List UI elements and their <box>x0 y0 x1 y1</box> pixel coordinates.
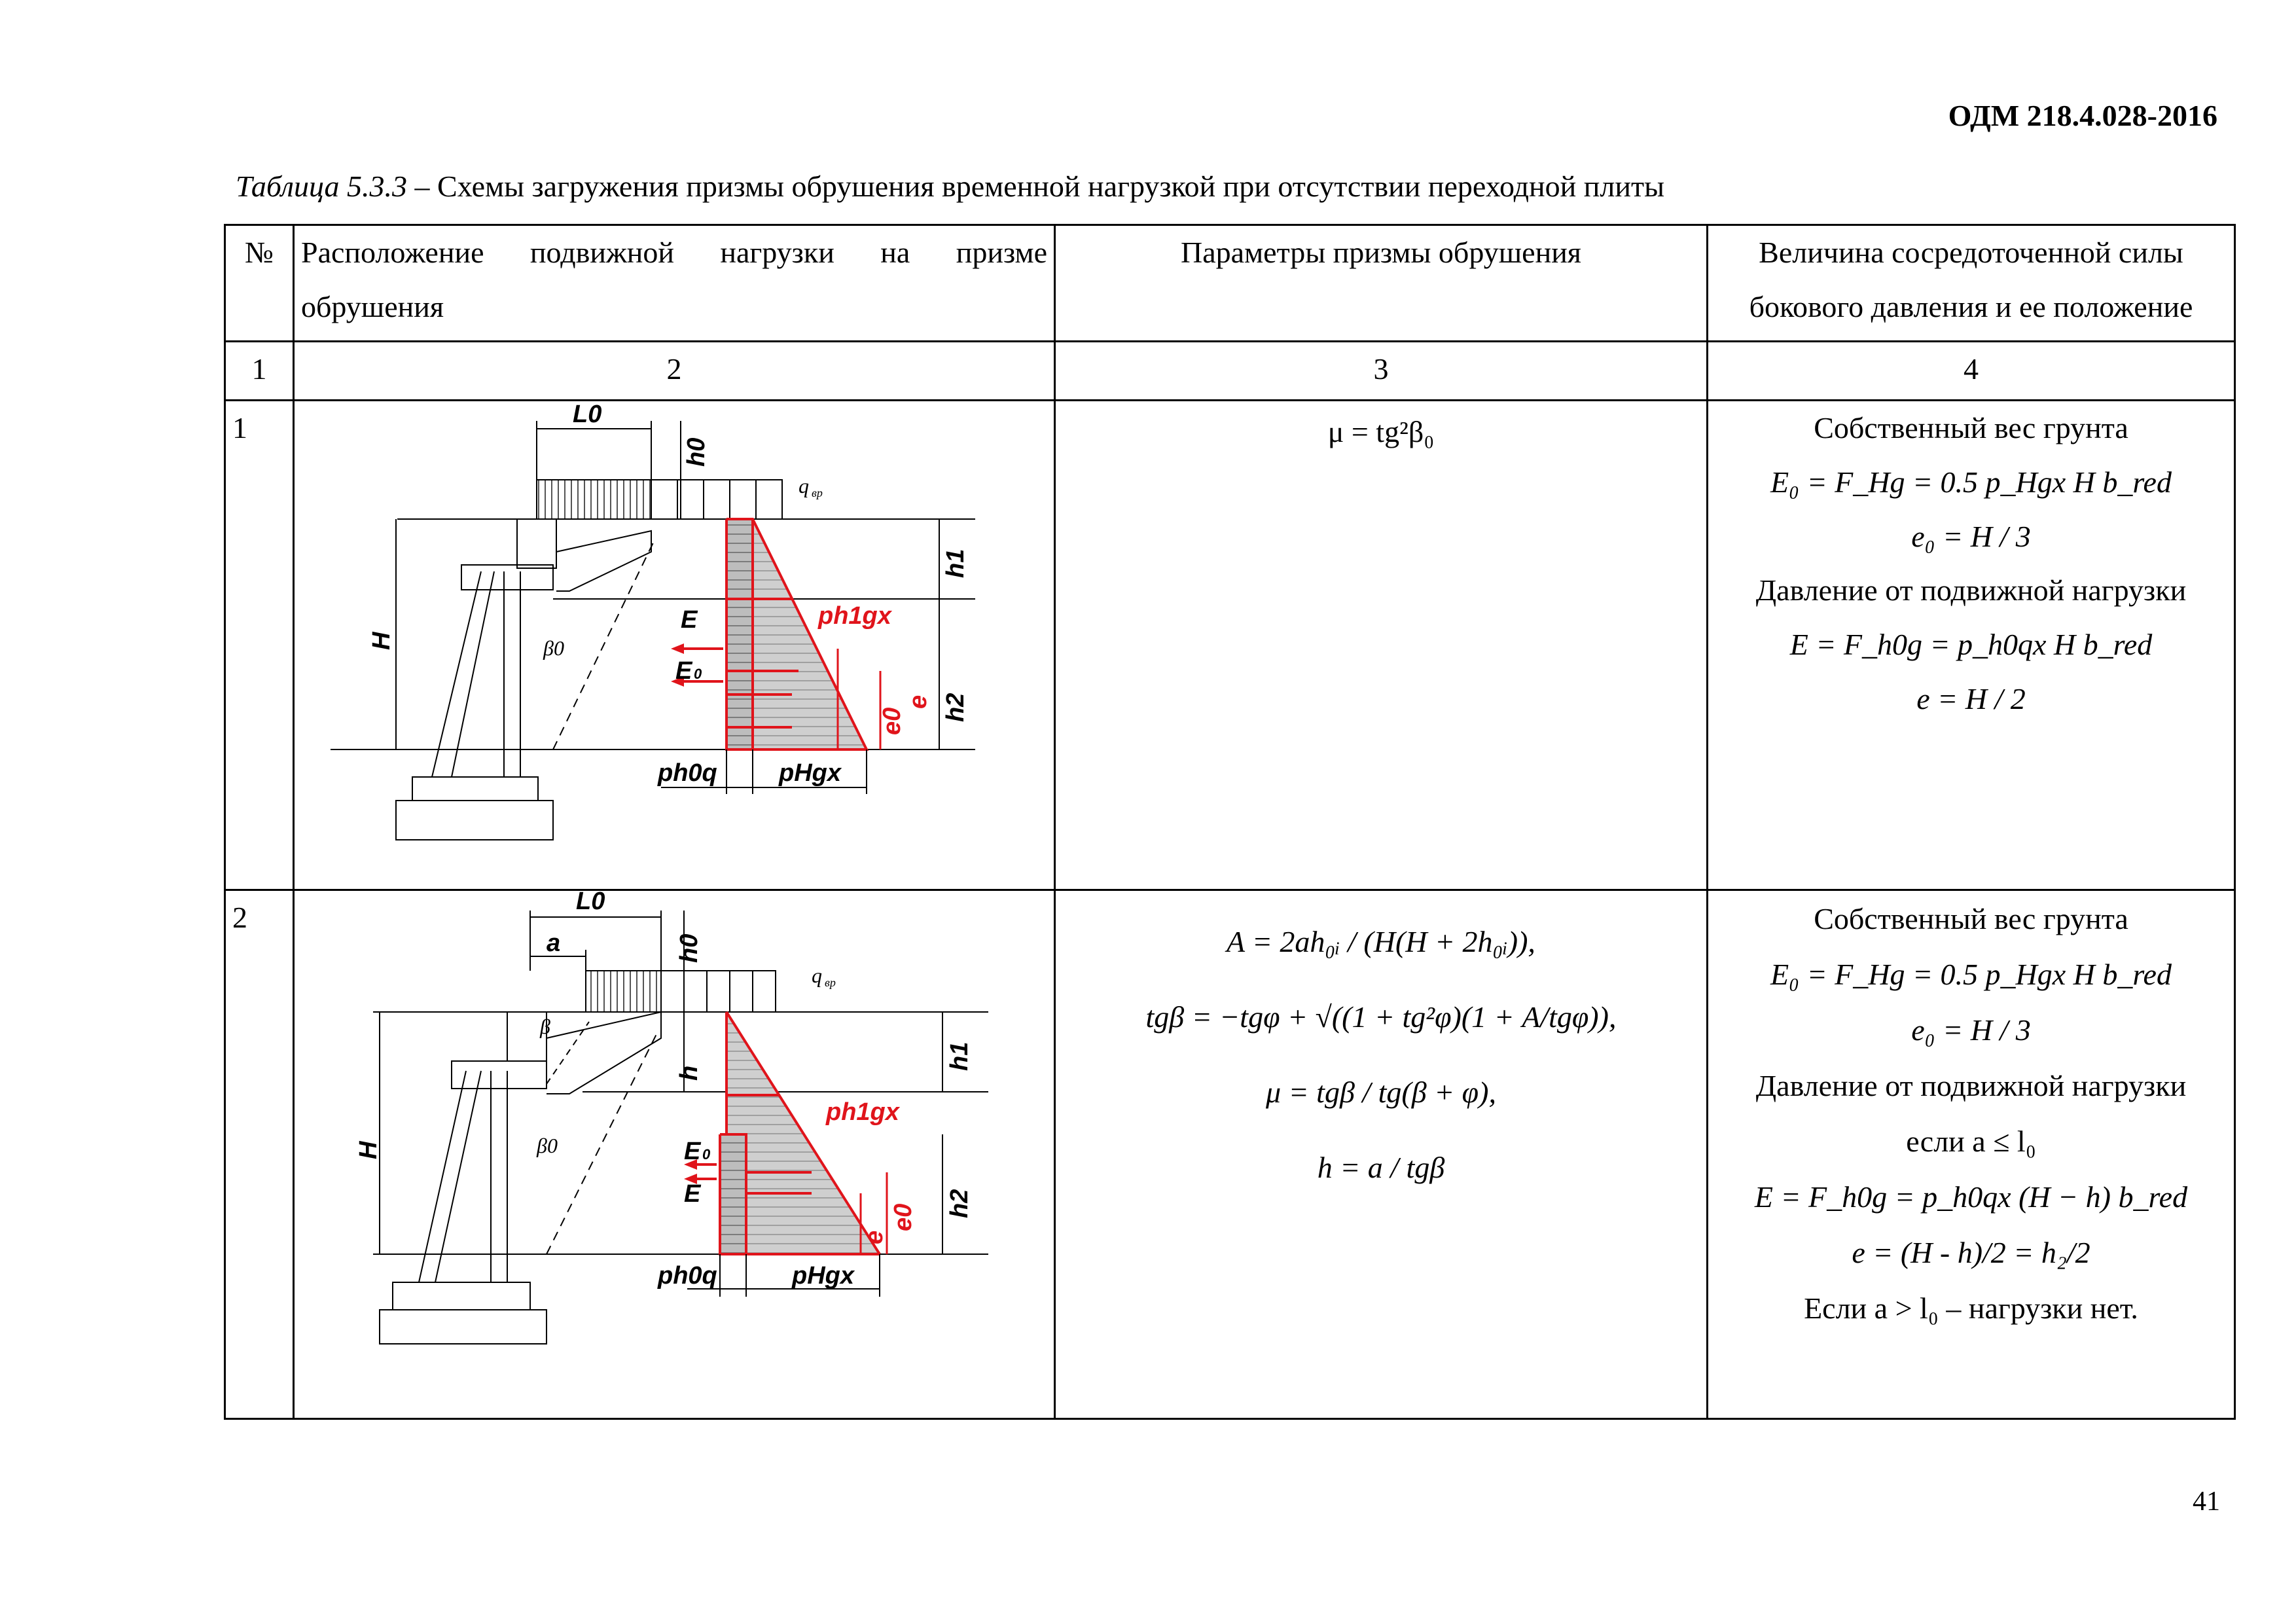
formula-e0: e₀ = H / 3 <box>1911 1013 2031 1047</box>
label-E0: E <box>675 657 692 685</box>
label-e: e <box>905 695 932 709</box>
table-caption <box>236 169 1664 204</box>
prism-params-cell <box>1055 890 1708 1418</box>
label-beta: β <box>540 1014 550 1038</box>
label-E0: E <box>684 1137 701 1165</box>
label-h2: h2 <box>946 1189 973 1218</box>
label-L0: L0 <box>576 890 605 915</box>
formula-tgbeta: tgβ = −tgφ + √((1 + tg²φ)(1 + A/tgφ)), <box>1145 1000 1617 1034</box>
mobile-load-title: Давление от подвижной нагрузки <box>1755 573 2187 607</box>
col-number-3: 3 <box>1055 342 1708 401</box>
formula-E: E = F_h0g = p_h0qx (H − h) b_red <box>1754 1180 2188 1214</box>
header-force-line2: бокового давления и ее положение <box>1749 289 2193 323</box>
label-ph0q: ph0q <box>658 759 717 787</box>
label-h1: h1 <box>942 549 969 578</box>
label-pHgx: pHgx <box>779 759 841 787</box>
label-e0: e0 <box>889 1203 917 1231</box>
label-a: a <box>547 929 561 957</box>
formula-e: e = (H - h)/2 = h₂/2 <box>1852 1236 2090 1270</box>
label-q-sub: вр <box>812 486 823 499</box>
load-diagram-1 <box>295 401 1054 871</box>
label-h: h <box>675 1065 703 1081</box>
load-condition: если a ≤ l₀ <box>1906 1125 2036 1159</box>
label-h0: h0 <box>683 437 710 467</box>
label-h1: h1 <box>946 1041 973 1071</box>
load-diagram-2 <box>295 891 1054 1400</box>
header-prism-params: Параметры призмы обрушения <box>1055 225 1708 342</box>
label-beta0: β0 <box>537 1133 558 1157</box>
load-blocks <box>651 480 782 519</box>
label-H: H <box>355 1141 382 1159</box>
col-number-1: 1 <box>225 342 294 401</box>
load-diagram-cell <box>294 890 1055 1418</box>
own-weight-title: Собственный вес грунта <box>1814 411 2128 444</box>
prism-params-cell <box>1055 401 1708 890</box>
col-number-2: 2 <box>294 342 1055 401</box>
header-force <box>1708 225 2235 342</box>
pressure-diagram <box>671 519 880 749</box>
loading-schemes-table <box>224 224 2236 1420</box>
own-weight-title: Собственный вес грунта <box>1814 901 2128 935</box>
label-h2: h2 <box>942 693 969 722</box>
formula-e: e = H / 2 <box>1916 681 2026 715</box>
column-number-row <box>225 342 2235 401</box>
sliding-plane-beta <box>547 1022 589 1084</box>
row-number: 1 <box>225 401 294 890</box>
formula-mu: μ = tg²β₀ <box>1327 415 1435 448</box>
mobile-load-title: Давление от подвижной нагрузки <box>1755 1069 2187 1103</box>
force-cell <box>1708 401 2235 890</box>
header-number: № <box>225 225 294 342</box>
force-cell <box>1708 890 2235 1418</box>
label-e: e <box>861 1230 888 1244</box>
document-code: ОДМ 218.4.028-2016 <box>1948 99 2217 132</box>
formula-E0: E₀ = F_Hg = 0.5 p_Hgx H b_red <box>1770 957 2172 991</box>
formula-mu: μ = tgβ / tg(β + φ), <box>1266 1075 1496 1109</box>
label-pHgx: pHgx <box>792 1261 854 1290</box>
formula-h: h = a / tgβ <box>1317 1150 1445 1184</box>
col-number-4: 4 <box>1708 342 2235 401</box>
formula-A: A = 2ah₀ᵢ / (H(H + 2h₀ᵢ)), <box>1227 924 1535 958</box>
table-header-row <box>225 225 2235 342</box>
load-blocks <box>661 971 776 1012</box>
label-E: E <box>681 606 698 634</box>
page-number: 41 <box>2193 1487 2220 1517</box>
label-ph1gx: ph1gx <box>818 602 891 630</box>
formula-E0: E₀ = F_Hg = 0.5 p_Hgx H b_red <box>1770 465 2172 499</box>
label-ph1gx: ph1gx <box>826 1098 899 1126</box>
row-number: 2 <box>225 890 294 1418</box>
label-h0: h0 <box>675 933 703 963</box>
abutment-structure <box>331 519 975 840</box>
temporary-load-hatched <box>586 971 661 1012</box>
sliding-plane <box>553 540 655 749</box>
header-load-position-line2: обрушения <box>301 289 444 323</box>
table-row <box>225 890 2235 1418</box>
table-row <box>225 401 2235 890</box>
label-q: q <box>812 963 822 987</box>
label-E: E <box>684 1180 701 1208</box>
label-E0-sub: 0 <box>694 666 702 682</box>
label-q: q <box>798 474 809 497</box>
label-q-sub: вр <box>825 975 836 989</box>
label-H: H <box>368 632 395 650</box>
header-force-line1: Величина сосредоточенной силы <box>1759 236 2183 269</box>
pressure-diagram <box>684 1012 887 1254</box>
label-E0-sub: 0 <box>702 1146 711 1163</box>
table-caption-label: Таблица 5.3.3 <box>236 170 408 203</box>
label-ph0q: ph0q <box>658 1261 717 1290</box>
sliding-plane <box>547 1032 658 1254</box>
label-e0: e0 <box>878 707 906 735</box>
abutment-structure <box>373 1012 988 1344</box>
temporary-load-hatched <box>537 480 651 519</box>
formula-e0: e₀ = H / 3 <box>1911 519 2031 553</box>
table-caption-text: – Схемы загружения призмы обрушения временной нагрузкой при отсутствии переходной плиты <box>407 170 1664 203</box>
formula-E: E = F_h0g = p_h0qx H b_red <box>1789 628 2153 662</box>
header-load-position <box>294 225 1055 342</box>
no-load-note: Если a > l₀ – нагрузки нет. <box>1804 1291 2138 1326</box>
header-load-position-line1: Расположение подвижной нагрузки на призме <box>301 236 1047 269</box>
load-diagram-cell <box>294 401 1055 890</box>
label-beta0: β0 <box>543 636 564 660</box>
label-L0: L0 <box>573 401 602 428</box>
